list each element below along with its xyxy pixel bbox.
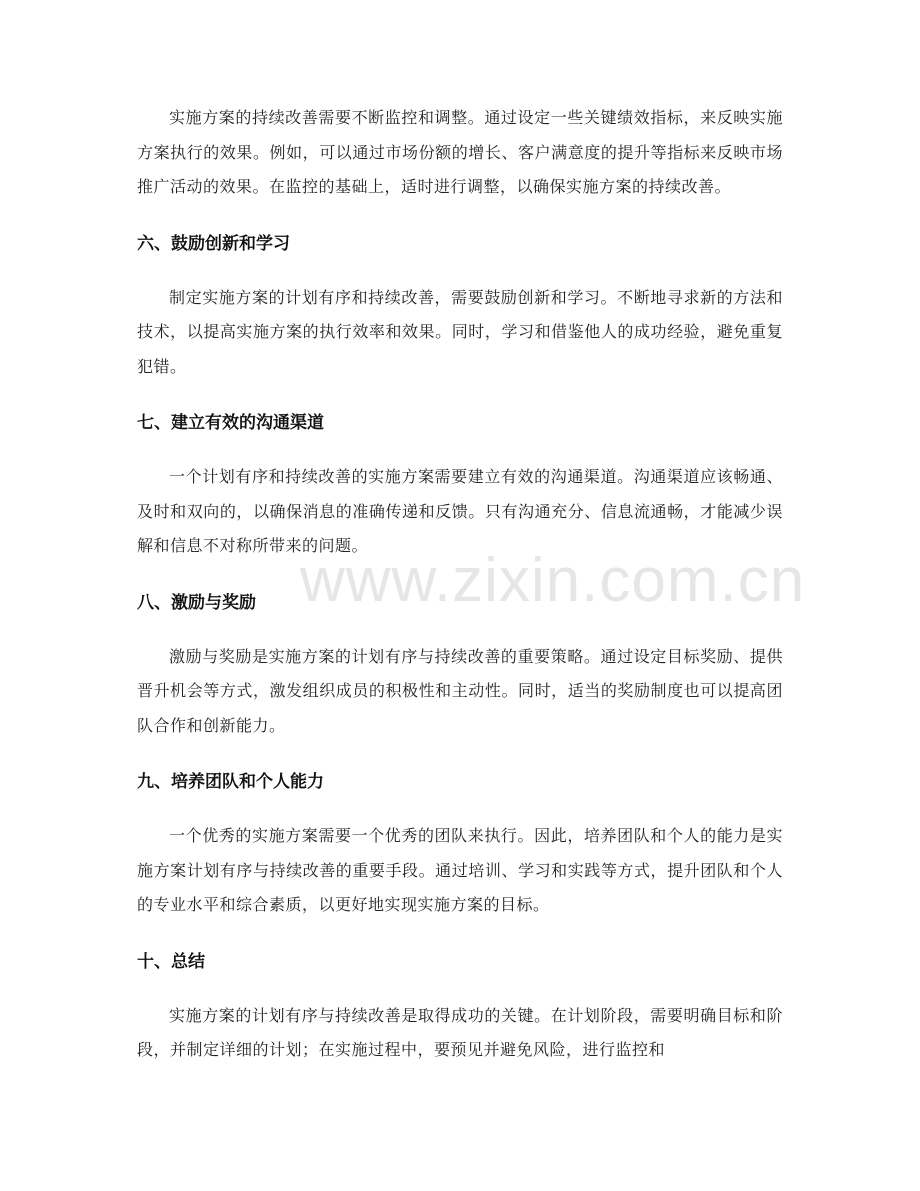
document-body bbox=[137, 101, 783, 1068]
paragraph-section-6: 制定实施方案的计划有序和持续改善，需要鼓励创新和学习。不断地寻求新的方法和技术，以提高实施方案的执行效率和效果。同时，学习和借鉴他人的成功经验，避免重复犯错。 bbox=[137, 287, 783, 376]
paragraph-section-9: 一个优秀的实施方案需要一个优秀的团队来执行。因此，培养团队和个人的能力是实施方案计划有序与持续改善的重要手段。通过培训、学习和实践等方式，提升团队和个人的专业水平和综合素质，以更好地实现实施方案的目标。 bbox=[137, 826, 783, 914]
heading-section-10: 十、总结 bbox=[137, 951, 205, 972]
heading-section-9: 九、培养团队和个人能力 bbox=[137, 772, 324, 792]
heading-section-7: 七、建立有效的沟通渠道 bbox=[137, 413, 324, 433]
heading-section-8: 八、激励与奖励 bbox=[137, 592, 256, 613]
paragraph-section-7: 一个计划有序和持续改善的实施方案需要建立有效的沟通渠道。沟通渠道应该畅通、及时和双向的，以确保消息的准确传递和反馈。只有沟通充分、信息流通畅，才能减少误解和信息不对称所带来的问题。 bbox=[137, 467, 783, 555]
watermark: www.zixin.com.cn bbox=[300, 546, 806, 615]
paragraph-section-8: 激励与奖励是实施方案的计划有序与持续改善的重要策略。通过设定目标奖励、提供晋升机会等方式，激发组织成员的积极性和主动性。同时，适当的奖励制度也可以提高团队合作和创新能力。 bbox=[137, 646, 783, 735]
paragraph-intro: 实施方案的持续改善需要不断监控和调整。通过设定一些关键绩效指标，来反映实施方案执行的效果。例如，可以通过市场份额的增长、客户满意度的提升等指标来反映市场推广活动的效果。在监控的基础上，适时进行调整，以确保实施方案的持续改善。 bbox=[137, 108, 783, 196]
heading-section-6: 六、鼓励创新和学习 bbox=[137, 233, 290, 254]
paragraph-section-10: 实施方案的计划有序与持续改善是取得成功的关键。在计划阶段，需要明确目标和阶段，并制定详细的计划；在实施过程中，要预见并避免风险，进行监控和 bbox=[137, 1005, 783, 1059]
